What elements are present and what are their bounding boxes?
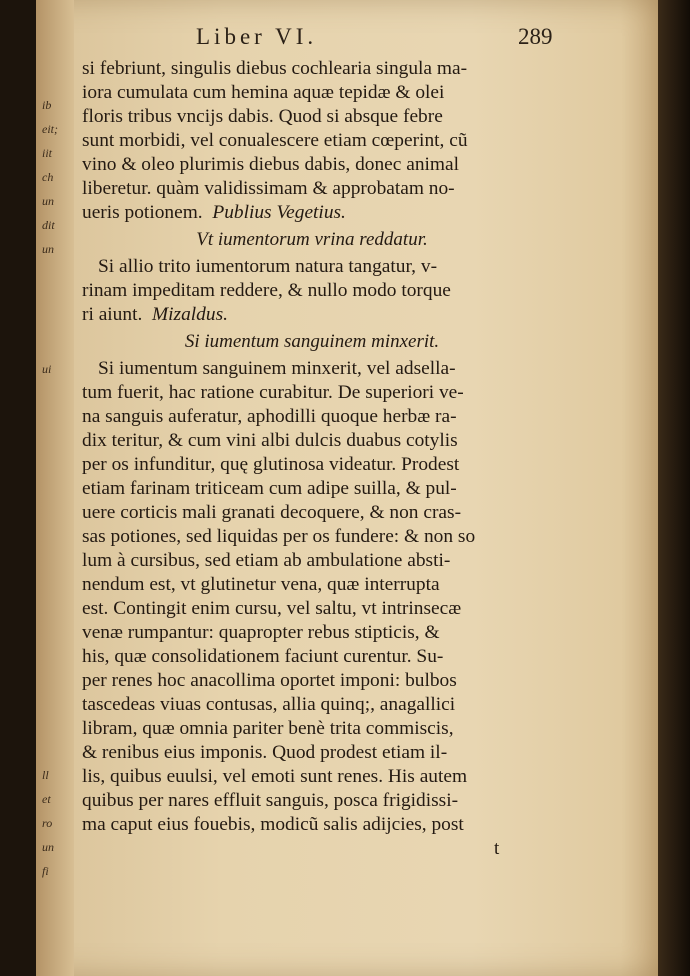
page-number: 289 [518,24,553,49]
page-title: Liber VI. [196,24,318,49]
text-line: venæ rumpantur: quapropter rebus stipticis, & [82,622,440,643]
text-line-part: ueris potionem. [82,202,203,223]
margin-fragment: iit [42,146,53,160]
text-line: lis, quibus euulsi, vel emoti sunt renes. His autem [82,766,468,787]
text-line: per renes hoc anacollima oportet imponi: bulbos [82,670,457,691]
section-heading: Vt iumentorum vrina reddatur. [196,229,428,250]
margin-fragment: fi [42,864,49,878]
text-line: si febriunt, singulis diebus cochlearia singula ma- [82,58,468,79]
margin-fragment: un [42,242,54,256]
text-line: liberetur. quàm validissimam & approbatam no- [82,178,455,199]
text-line: & renibus eius imponis. Quod prodest etiam il- [82,742,448,763]
citation-mizaldus: Mizaldus. [152,304,228,325]
text-line: uere corticis mali granati decoquere, & non cras- [82,502,462,523]
margin-fragment: eit; [42,122,58,136]
text-line: vino & oleo plurimis diebus dabis, donec animal [82,154,459,175]
text-line: tascedeas viuas contusas, allia quinq;, anagallici [82,694,456,715]
text-line: per os infunditur, quę glutinosa videatur. Prodest [82,454,460,475]
text-line [82,303,542,327]
text-line: sas potiones, sed liquidas per os fundere: & non so [82,526,476,547]
text-line: quibus per nares effluit sanguis, posca frigidissi- [82,790,459,811]
text-line: etiam farinam triticeam cum adipe suilla, & pul- [82,478,457,499]
text-line: iora cumulata cum hemina aquæ tepidæ & olei [82,82,445,103]
text-line: tum fuerit, hac ratione curabitur. De superiori ve- [82,382,464,403]
margin-fragment: ll [42,768,49,782]
citation-vegetius: Publius Vegetius. [212,202,346,223]
text-line-part: ri aiunt. [82,304,143,325]
left-margin-fragments [36,0,74,976]
text-line: his, quæ consolidationem faciunt curentur. Su- [82,646,444,667]
margin-fragment: un [42,194,54,208]
margin-fragment: ui [42,362,52,376]
text-line: floris tribus vncijs dabis. Quod si absque febre [82,106,443,127]
text-line: libram, quæ omnia pariter benè trita commiscis, [82,718,454,739]
text-line: sunt morbidi, vel conualescere etiam cœperint, cũ [82,130,468,151]
margin-fragment: ro [42,816,53,830]
text-line: na sanguis auferatur, aphodilli quoque herbæ ra- [82,406,457,427]
margin-fragment: un [42,840,54,854]
text-line: nendum est, vt glutinetur vena, quæ interrupta [82,574,440,595]
text-line: lum à cursibus, sed etiam ab ambulatione absti- [82,550,451,571]
text-line: dix teritur, & cum vini albi dulcis duabus cotylis [82,430,458,451]
running-head [36,24,658,52]
margin-fragment: et [42,792,51,806]
text-line: Si allio trito iumentorum natura tangatur, v- [98,256,438,277]
text-line: est. Contingit enim cursu, vel saltu, vt intrinsecæ [82,598,462,619]
text-line: ma caput eius fouebis, modicũ salis adijcies, post [82,814,464,835]
text-line: rinam impeditam reddere, & nullo modo torque [82,280,451,301]
section-heading: Si iumentum sanguinem minxerit. [184,331,440,352]
book-spine-shadow [658,0,690,976]
margin-fragment: dit [42,218,55,232]
book-page [36,0,658,976]
main-text [82,57,542,837]
margin-fragment: ch [42,170,54,184]
text-line: Si iumentum sanguinem minxerit, vel adsella- [98,358,456,379]
margin-fragment: ib [42,98,52,112]
text-line [82,201,542,225]
catchword: t [494,838,500,859]
